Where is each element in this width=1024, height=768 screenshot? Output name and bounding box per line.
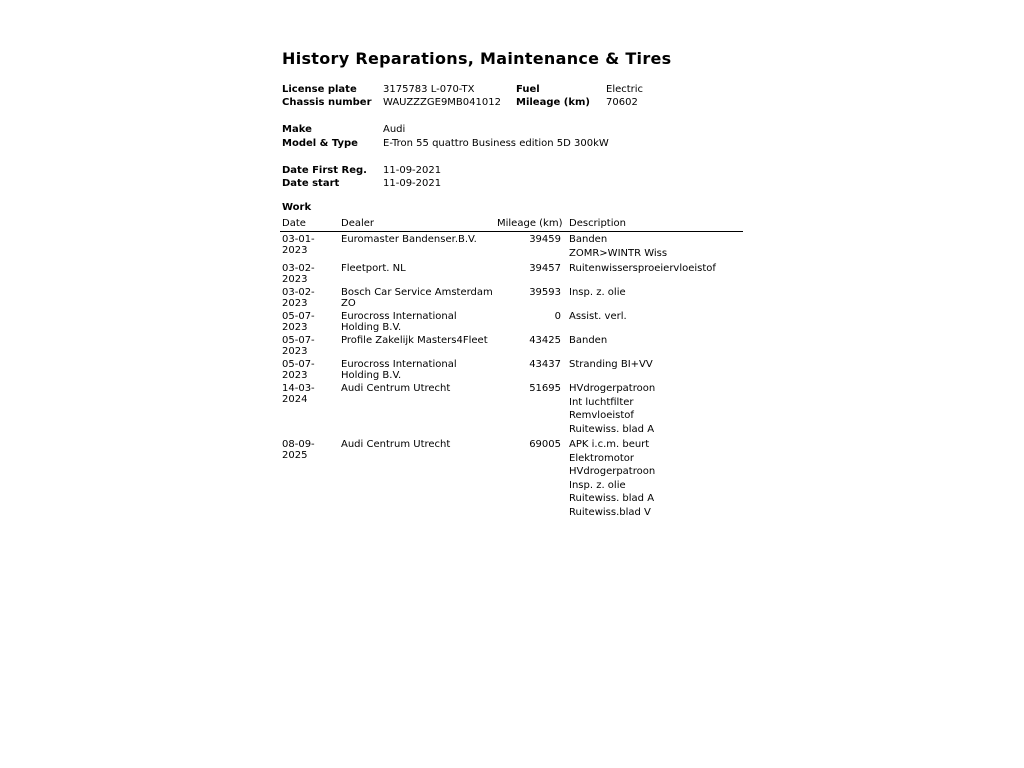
row-description <box>567 261 743 285</box>
work-table-header-row <box>280 217 743 232</box>
header-mileage: Mileage (km) <box>495 217 567 232</box>
mileage-label: Mileage (km) <box>516 97 590 108</box>
description-line: Banden <box>569 335 608 346</box>
table-row <box>280 309 743 333</box>
row-dealer: Audi Centrum Utrecht <box>341 383 451 394</box>
header-description: Description <box>567 217 743 232</box>
row-date: 03-02-2023 <box>282 263 315 285</box>
row-mileage: 39593 <box>529 287 561 298</box>
fuel-value: Electric <box>606 84 644 95</box>
table-row <box>280 381 743 437</box>
description-line: Remvloeistof <box>569 410 634 421</box>
work-table <box>280 217 743 520</box>
description-line: HVdrogerpatroon <box>569 383 656 394</box>
license-plate-label: License plate <box>282 84 357 95</box>
row-mileage: 43425 <box>529 335 561 346</box>
row-mileage: 69005 <box>529 439 561 450</box>
work-table-body <box>280 232 743 521</box>
row-mileage: 0 <box>554 311 561 322</box>
row-dealer: Euromaster Bandenser.B.V. <box>341 234 477 245</box>
row-mileage: 51695 <box>529 383 561 394</box>
row-date: 05-07-2023 <box>282 359 315 381</box>
description-line: Insp. z. olie <box>569 479 626 491</box>
row-date: 14-03-2024 <box>282 383 315 405</box>
row-description <box>567 437 743 520</box>
row-dealer: Eurocross International Holding B.V. <box>341 359 457 381</box>
description-line: Ruitewiss.blad V <box>569 506 651 518</box>
make-value: Audi <box>383 124 406 135</box>
chassis-number-label: Chassis number <box>282 97 372 108</box>
table-row <box>280 261 743 285</box>
chassis-number-value: WAUZZZGE9MB041012 <box>383 97 501 108</box>
fuel-label: Fuel <box>516 84 540 95</box>
work-section-label: Work <box>282 202 312 213</box>
description-line: ZOMR>WINTR Wiss <box>569 247 668 259</box>
header-date: Date <box>280 217 339 232</box>
row-mileage: 39459 <box>529 234 561 245</box>
description-line: Ruitewiss. blad A <box>569 423 655 435</box>
description-line: Ruitenwissersproeiervloeistof <box>569 263 716 274</box>
row-description <box>567 333 743 357</box>
row-description <box>567 381 743 437</box>
row-description <box>567 357 743 381</box>
row-dealer: Audi Centrum Utrecht <box>341 439 451 450</box>
row-date: 03-02-2023 <box>282 287 315 309</box>
description-line: Insp. z. olie <box>569 287 626 298</box>
model-type-value: E-Tron 55 quattro Business edition 5D 300kW <box>383 138 609 149</box>
license-plate-value: 3175783 L-070-TX <box>383 84 475 95</box>
row-dealer: Eurocross International Holding B.V. <box>341 311 457 333</box>
header-dealer: Dealer <box>339 217 495 232</box>
page-title: History Reparations, Maintenance & Tires <box>282 49 672 68</box>
description-line: Ruitewiss. blad A <box>569 493 655 504</box>
table-row <box>280 232 743 262</box>
model-type-label: Model & Type <box>282 138 358 149</box>
description-line: HVdrogerpatroon <box>569 466 656 477</box>
description-line: Int luchtfilter <box>569 396 634 408</box>
row-dealer: Fleetport. NL <box>341 263 406 274</box>
make-label: Make <box>282 124 312 135</box>
description-line: APK i.c.m. beurt <box>569 439 650 450</box>
table-row <box>280 333 743 357</box>
row-dealer: Profile Zakelijk Masters4Fleet <box>341 335 488 346</box>
row-date: 03-01-2023 <box>282 234 315 256</box>
description-line: Assist. verl. <box>569 311 627 322</box>
description-line: Elektromotor <box>569 452 634 464</box>
row-dealer: Bosch Car Service Amsterdam ZO <box>341 287 493 309</box>
row-date: 05-07-2023 <box>282 311 315 333</box>
mileage-value: 70602 <box>606 97 638 108</box>
row-description <box>567 285 743 309</box>
row-date: 08-09-2025 <box>282 439 315 461</box>
row-description <box>567 232 743 262</box>
date-start-label: Date start <box>282 178 340 189</box>
row-date: 05-07-2023 <box>282 335 315 357</box>
row-mileage: 43437 <box>529 359 561 370</box>
date-first-reg-value: 11-09-2021 <box>383 165 442 176</box>
row-mileage: 39457 <box>529 263 561 274</box>
table-row <box>280 437 743 520</box>
description-line: Banden <box>569 234 608 245</box>
table-row <box>280 357 743 381</box>
row-description <box>567 309 743 333</box>
date-first-reg-label: Date First Reg. <box>282 165 367 176</box>
date-start-value: 11-09-2021 <box>383 178 442 189</box>
description-line: Stranding BI+VV <box>569 359 653 370</box>
table-row <box>280 285 743 309</box>
